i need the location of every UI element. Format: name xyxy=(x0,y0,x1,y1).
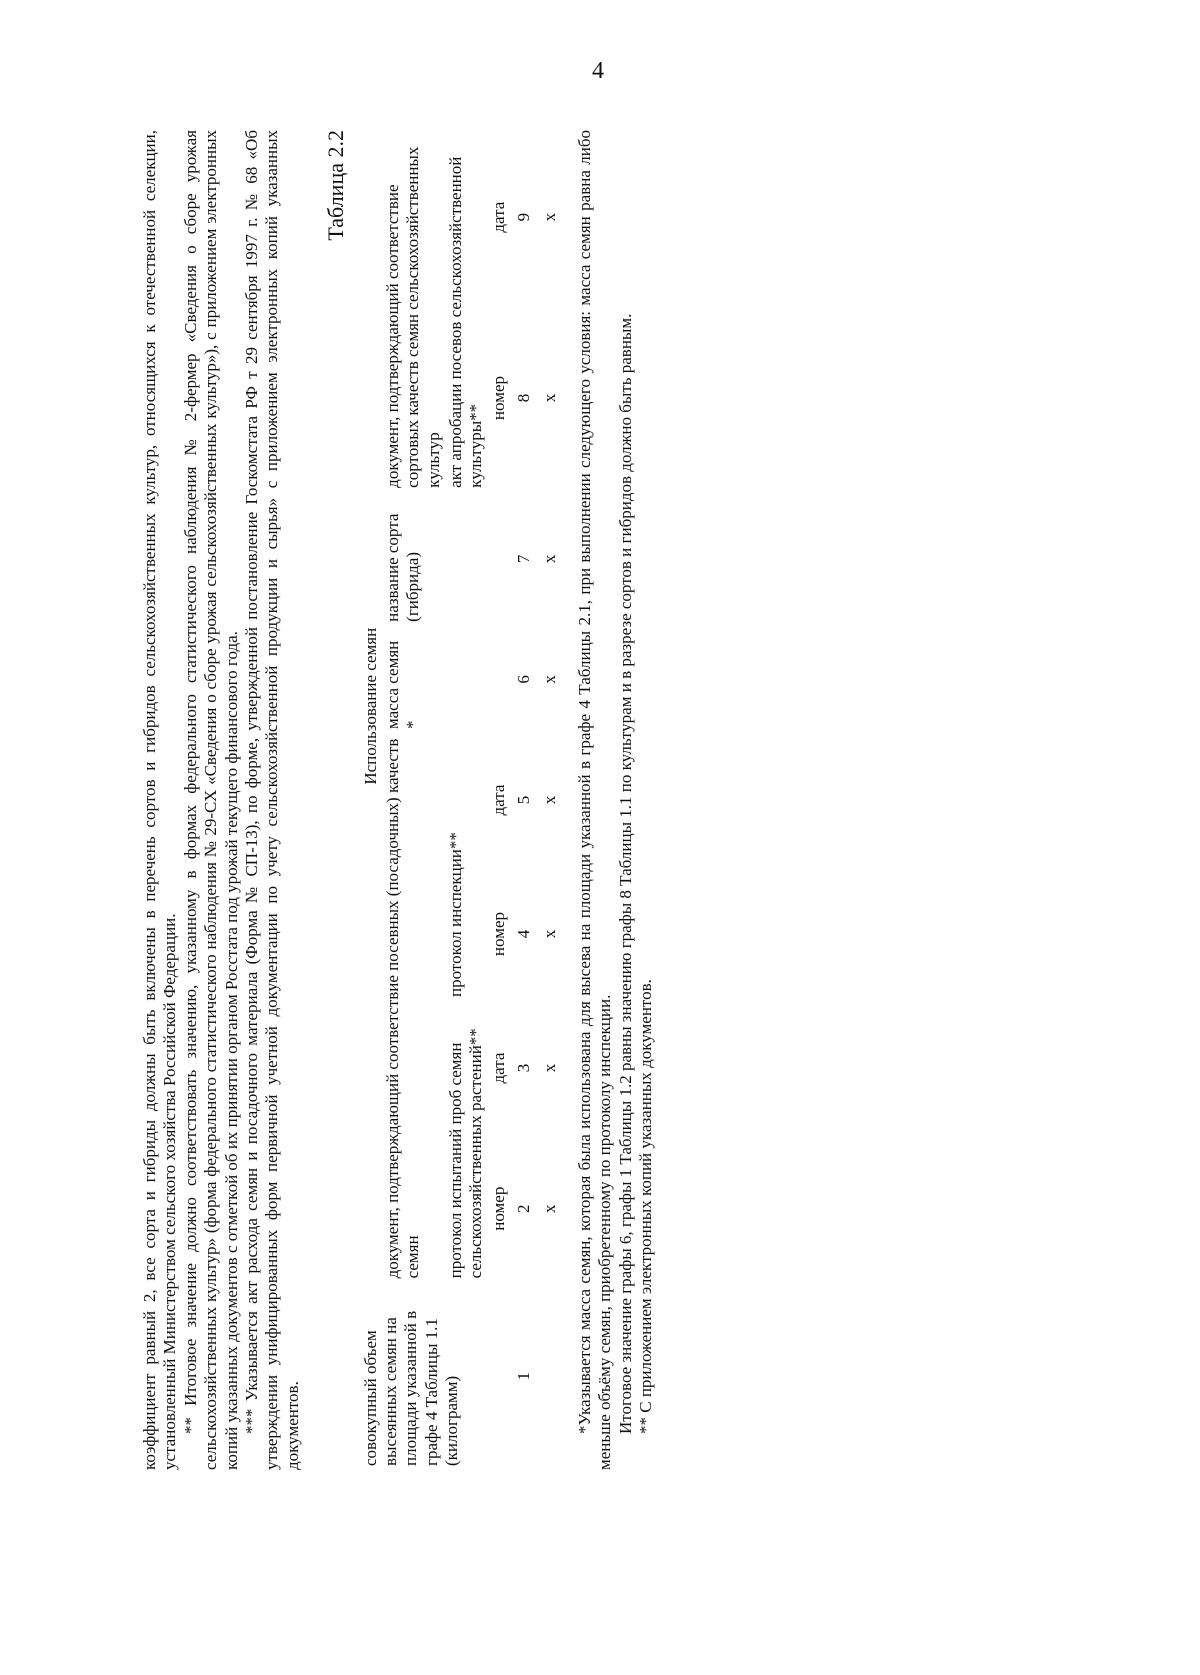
x-cell-9: x xyxy=(539,212,559,222)
col-number-4: 4 xyxy=(514,929,534,939)
seed-usage-table xyxy=(360,130,562,1470)
footnote-3: ** С приложением электронных копий указанных документов. xyxy=(636,979,656,1434)
table-title: Таблица 2.2 xyxy=(323,130,349,241)
col4-number: номер xyxy=(488,911,508,957)
x-cell-3: x xyxy=(539,1063,559,1073)
col3-date: дата xyxy=(488,1052,508,1084)
col5-date: дата xyxy=(488,784,508,816)
sub-inspection: протокол инспекции** xyxy=(446,832,466,998)
col9-date: дата xyxy=(488,201,508,233)
group-header: Использование семян xyxy=(360,627,380,785)
sub-act: акт апробации посевов сельскохозяйственной культуры** xyxy=(446,156,486,488)
col-number-3: 3 xyxy=(514,1063,534,1073)
paragraph-3: *** Указывается акт расхода семян и посадочного материала (Форма № СП-13), по форме, утвержденной постановление Госкомстата РФ т 29 сентября 1997 г. № 68 «Об утверждении унифицированных форм первичной учетной документации по учету сельскохозяйственной продукции и сырья» с приложением электронных копий указанных документов. xyxy=(241,130,302,1470)
column-number-row xyxy=(510,130,535,1470)
col-number-2: 2 xyxy=(514,1204,534,1213)
col-number-6: 6 xyxy=(514,675,534,684)
x-cell-5: x xyxy=(539,795,559,805)
x-cell-2: x xyxy=(539,1204,559,1213)
doc-header: документ, подтверждающий соответствие посевных (посадочных) качеств семян xyxy=(382,738,423,1279)
footnotes xyxy=(575,130,657,1470)
x-cell-1 xyxy=(536,1282,561,1470)
x-cell-7: x xyxy=(539,554,559,564)
col2-number: номер xyxy=(488,1186,508,1231)
x-cell-6: x xyxy=(539,675,559,684)
col-number-8: 8 xyxy=(514,393,534,403)
col-number-1: 1 xyxy=(514,1371,534,1381)
col-number-7: 7 xyxy=(514,554,534,564)
col1-header: совокупный объем высеянных семян на площади указанной в графе 4 Таблицы 1.1 (килограмм) xyxy=(360,1310,462,1466)
x-cell-8: x xyxy=(539,393,559,403)
sub-variety: название сорта (гибрида) xyxy=(382,513,423,622)
paragraph-2: ** Итоговое значение должно соответствовать значению, указанному в формах федерального статистического наблюдения № 2-фермер «Сведения о сборе урожая сельскохозяйственных культур» (форма федерального статистического наблюдения № 29-СХ «Сведения о сборе урожая сельскохозяйственных культур»), с приложением электронных копий указанных документов с отметкой об их принятии органом Росстата под урожай текущего финансового года. xyxy=(180,130,241,1470)
col8-number: номер xyxy=(488,376,508,421)
sub-protocol: протокол испытаний проб семян сельскохозяйственных растений** xyxy=(446,1028,486,1279)
doc2-header: документ, подтверждающий соответствие сортовых качеств семян сельскохозяйственных культур xyxy=(382,146,443,488)
x-row xyxy=(536,130,561,1470)
col-number-5: 5 xyxy=(514,795,534,805)
rotated-page-content xyxy=(140,130,1000,1470)
sub-mass: масса семян * xyxy=(382,640,423,730)
page-number: 4 xyxy=(592,58,604,84)
footnote-2: Итоговое значение графы 6, графы 1 Таблицы 1.2 равны значению графы 8 Таблицы 1.1 по культурам и в разрезе сортов и гибридов должно быть равным. xyxy=(615,313,635,1434)
paragraph-1: коэффициент равный 2, все сорта и гибриды должны быть включены в перечень сортов и гибридов сельскохозяйственных культур, относящихся к отечественной селекции, установленный Министерством сельского хозяйства Российской Федерации. xyxy=(140,130,180,1470)
x-cell-4: x xyxy=(539,929,559,939)
footnote-1: *Указывается масса семян, которая была использована для высева на площади указанной в графе 4 Таблицы 2.1, при выполнении следующего условия: масса семян равна либо меньше объёму семян, приобретенному по протоколу инспекции. xyxy=(575,130,615,1470)
col-number-9: 9 xyxy=(514,212,534,222)
